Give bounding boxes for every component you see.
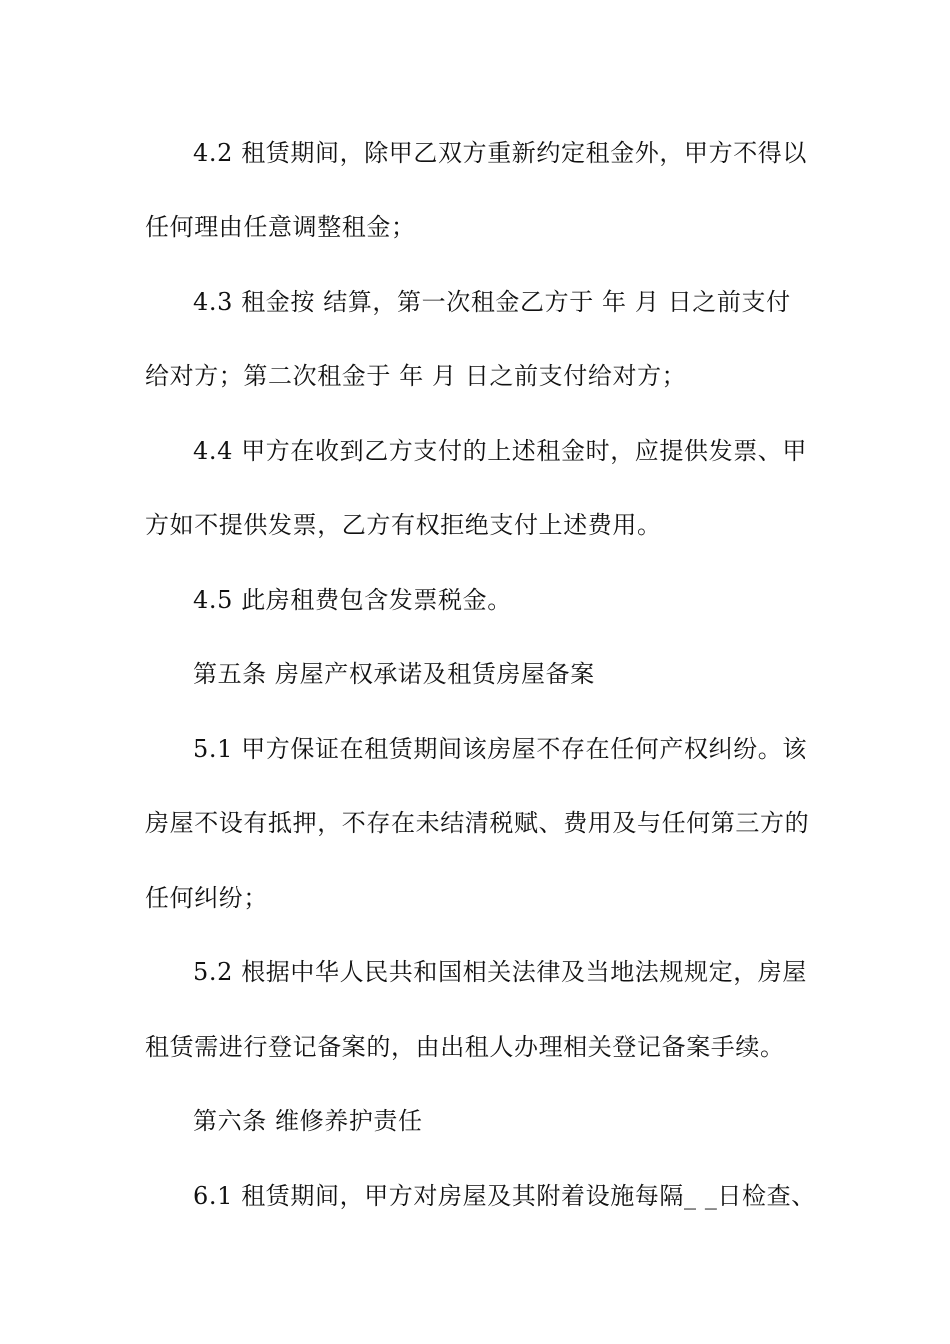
clause-4-2-line-2: 任何理由任意调整租金；	[145, 213, 416, 241]
clause-6-1-line-1: 6.1 租赁期间，甲方对房屋及其附着设施每隔_ _日检查、	[193, 1182, 816, 1210]
clause-5-1-line-2: 房屋不设有抵押，不存在未结清税赋、费用及与任何第三方的	[145, 809, 810, 837]
clause-4-4-line-1: 4.4 甲方在收到乙方支付的上述租金时，应提供发票、甲	[193, 437, 807, 465]
clause-4-5-line: 4.5 此房租费包含发票税金。	[193, 586, 512, 614]
clause-4-3-line-2: 给对方；第二次租金于 年 月 日之前支付给对方；	[145, 362, 687, 390]
article-5-heading: 第五条 房屋产权承诺及租赁房屋备案	[193, 660, 595, 688]
clause-4-3-line-1: 4.3 租金按 结算，第一次租金乙方于 年 月 日之前支付	[193, 288, 791, 316]
clause-5-1-line-1: 5.1 甲方保证在租赁期间该房屋不存在任何产权纠纷。该	[193, 735, 807, 763]
clause-5-2-line-1: 5.2 根据中华人民共和国相关法律及当地法规规定，房屋	[193, 958, 807, 986]
clause-5-2-line-2: 租赁需进行登记备案的，由出租人办理相关登记备案手续。	[145, 1033, 785, 1061]
article-6-heading: 第六条 维修养护责任	[193, 1107, 423, 1135]
clause-4-4-line-2: 方如不提供发票，乙方有权拒绝支付上述费用。	[145, 511, 662, 539]
clause-4-2-line-1: 4.2 租赁期间，除甲乙双方重新约定租金外，甲方不得以	[193, 139, 807, 167]
clause-5-1-line-3: 任何纠纷；	[145, 884, 268, 912]
